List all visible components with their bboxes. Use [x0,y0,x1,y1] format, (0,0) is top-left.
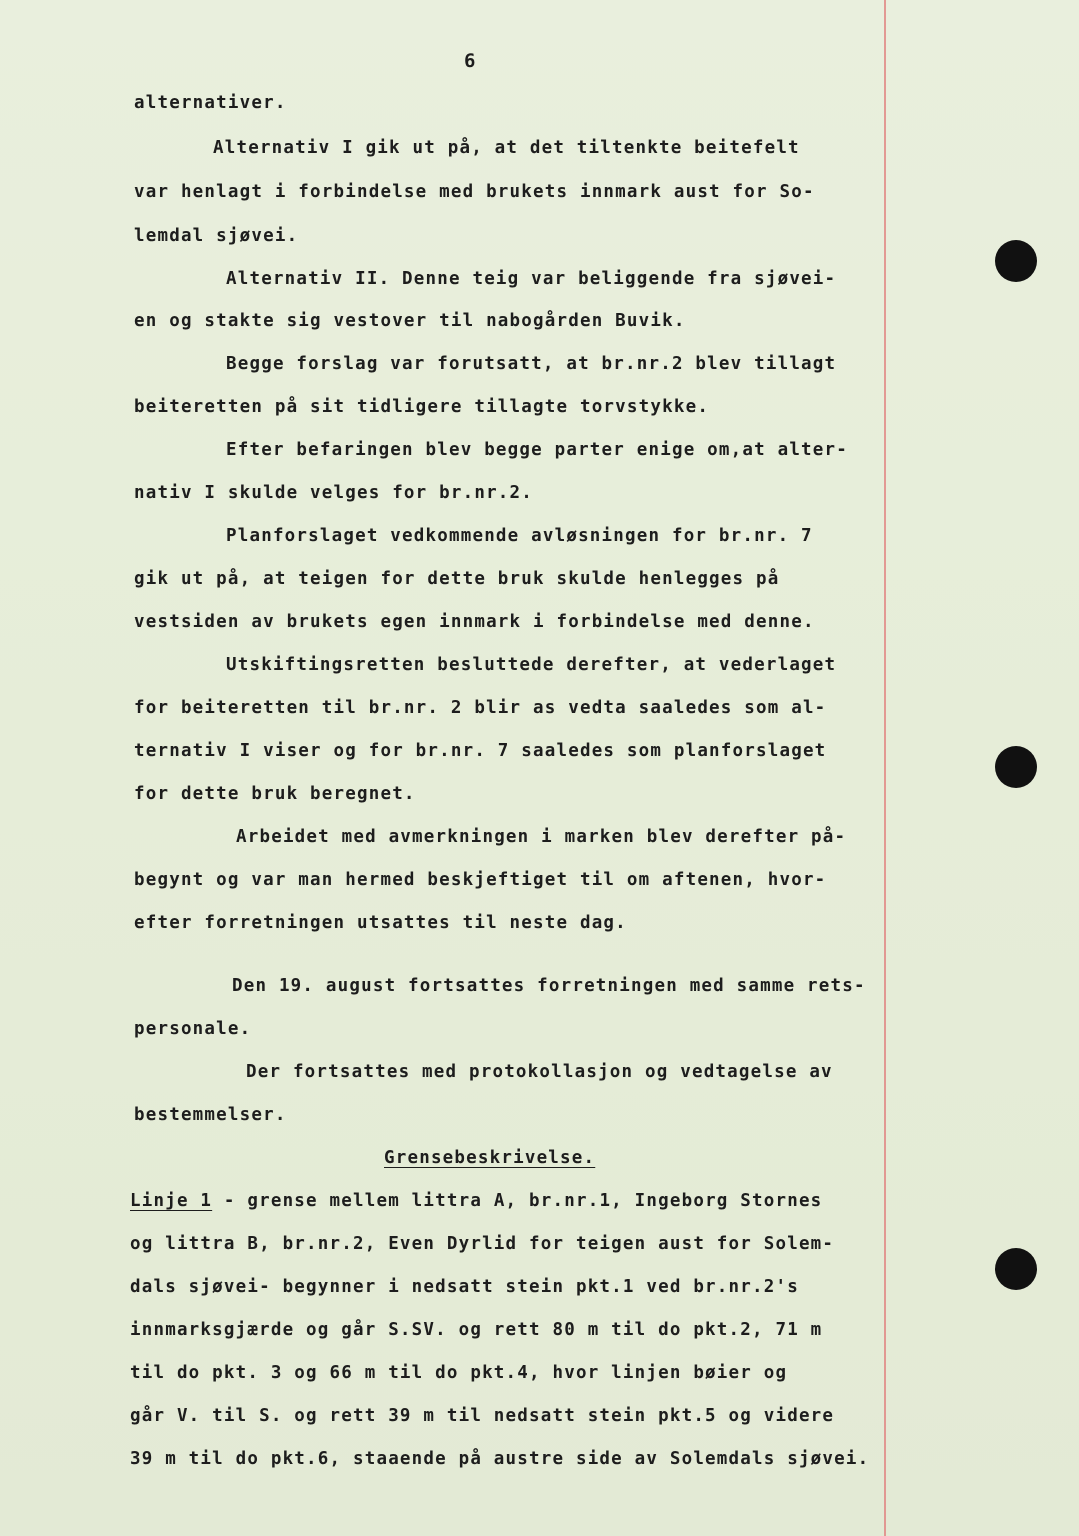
text-line: lemdal sjøvei. [134,226,299,246]
text-line: Utskiftingsretten besluttede derefter, at vederlaget [226,655,837,675]
punch-hole [995,1248,1037,1290]
text-line: dals sjøvei- begynner i nedsatt stein pkt.1 ved br.nr.2's [130,1277,799,1297]
text-line: en og stakte sig vestover til nabogården Buvik. [134,311,686,331]
text-line: går V. til S. og rett 39 m til nedsatt stein pkt.5 og videre [130,1406,835,1426]
text-line: efter forretningen utsattes til neste dag. [134,913,627,933]
text-line: for beiteretten til br.nr. 2 blir as vedta saaledes som al- [134,698,827,718]
text-line: gik ut på, at teigen for dette bruk skulde henlegges på [134,569,780,589]
text-line: Begge forslag var forutsatt, at br.nr.2 blev tillagt [226,354,837,374]
text-line: Efter befaringen blev begge parter enige om,at alter- [226,440,849,460]
page-number: 6 [464,50,476,72]
text-line: til do pkt. 3 og 66 m til do pkt.4, hvor linjen bøier og [130,1363,788,1383]
line-text: - grense mellem littra A, br.nr.1, Ingeborg Stornes [212,1191,823,1211]
punch-hole [995,240,1037,282]
text-line: ternativ I viser og for br.nr. 7 saaledes som planforslaget [134,741,827,761]
margin-rule [884,0,886,1536]
text-line [130,1190,822,1212]
text-line: 39 m til do pkt.6, staaende på austre side av Solemdals sjøvei. [130,1449,870,1469]
text-line: innmarksgjærde og går S.SV. og rett 80 m til do pkt.2, 71 m [130,1320,823,1340]
text-line: var henlagt i forbindelse med brukets innmark aust for So- [134,182,815,202]
text-line: Der fortsattes med protokollasjon og vedtagelse av [246,1062,833,1082]
text-line: Planforslaget vedkommende avløsningen for br.nr. 7 [226,526,813,546]
text-line: bestemmelser. [134,1105,287,1125]
text-line: Den 19. august fortsattes forretningen med samme rets- [232,976,866,996]
text-line: Alternativ I gik ut på, at det tiltenkte beitefelt [213,138,800,158]
text-line: for dette bruk beregnet. [134,784,416,804]
text-line: nativ I skulde velges for br.nr.2. [134,483,534,503]
text-line: Arbeidet med avmerkningen i marken blev derefter på- [236,827,847,847]
text-line: alternativer. [134,93,287,113]
punch-hole [995,746,1037,788]
text-line: og littra B, br.nr.2, Even Dyrlid for teigen aust for Solem- [130,1234,835,1254]
text-line: Alternativ II. Denne teig var beliggende fra sjøvei- [226,269,837,289]
text-line: begynt og var man hermed beskjeftiget til om aftenen, hvor- [134,870,827,890]
text-line: vestsiden av brukets egen innmark i forbindelse med denne. [134,612,815,632]
line-label: Linje 1 [130,1191,213,1211]
text-line: personale. [134,1019,252,1039]
text-line: beiteretten på sit tidligere tillagte torvstykke. [134,397,710,417]
section-heading: Grensebeskrivelse. [384,1148,596,1168]
